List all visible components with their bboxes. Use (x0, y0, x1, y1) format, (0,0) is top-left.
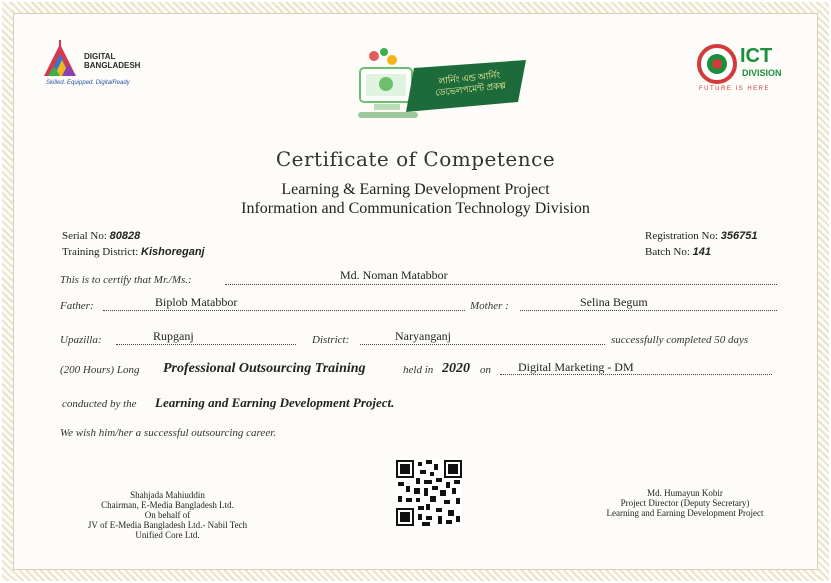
mother-line (520, 310, 777, 311)
digital-bangladesh-title: DIGITAL BANGLADESH (84, 52, 141, 70)
upazila-name: Rupganj (153, 329, 194, 343)
training-name: Professional Outsourcing Training (163, 361, 366, 376)
serial-number: Serial No: 80828 (62, 230, 141, 242)
wish-text: We wish him/her a successful outsourcing career. (60, 427, 277, 439)
name-line (225, 284, 777, 285)
training-year: 2020 (442, 361, 470, 376)
completed-text: successfully completed 50 days (611, 334, 749, 346)
training-district: Training District: Kishoreganj (62, 246, 205, 258)
ict-subtitle: DIVISION (742, 68, 782, 78)
mother-name: Selina Begum (580, 295, 648, 309)
district-label: District: (312, 334, 350, 346)
conducted-text: conducted by the (62, 398, 137, 410)
district-name: Naryanganj (395, 329, 451, 343)
certificate-title: Certificate of Competence (275, 147, 556, 171)
mother-label: Mother : (470, 300, 509, 312)
on-text: on (480, 364, 491, 376)
right-signature-block: Md. Humayun Kobir Project Director (Deputy Secretary) Learning and Earning Development Project (606, 488, 764, 518)
digital-bangladesh-tagline: Skilled. Equipped. DigitalReady (46, 80, 130, 86)
course-name: Digital Marketing - DM (518, 360, 634, 374)
left-signature-block: Shahjada Mahiuddin Chairman, E-Media Bangladesh Ltd. On behalf of JV of E-Media Bangladesh Ltd.- Nabil Tech Unified Core Ltd. (87, 490, 248, 540)
conducted-by: Learning and Earning Development Project. (155, 395, 395, 410)
upazila-line (116, 344, 296, 345)
ict-title: ICT (740, 45, 773, 67)
recipient-name: Md. Noman Matabbor (340, 268, 448, 282)
qr-code-icon (396, 460, 462, 526)
certificate-subtitle-project: Learning & Earning Development Project (281, 181, 550, 198)
certify-label: This is to certify that Mr./Ms.: (60, 274, 192, 286)
held-in-text: held in (403, 364, 434, 376)
hours-text: (200 Hours) Long (60, 364, 140, 376)
father-name: Biplob Matabbor (155, 295, 238, 309)
registration-number: Registration No: 356751 (645, 230, 758, 242)
project-banner-text: লার্নিং এন্ড আর্নিং ডেভেলপমেন্ট প্রকল্প (434, 69, 507, 98)
certificate-subtitle-division: Information and Communication Technology Division (241, 200, 590, 217)
father-label: Father: (60, 300, 94, 312)
upazila-label: Upazilla: (60, 334, 102, 346)
father-line (103, 310, 465, 311)
district-line (360, 344, 605, 345)
ict-tagline: FUTURE IS HERE (699, 86, 771, 92)
batch-number: Batch No: 141 (645, 246, 712, 258)
